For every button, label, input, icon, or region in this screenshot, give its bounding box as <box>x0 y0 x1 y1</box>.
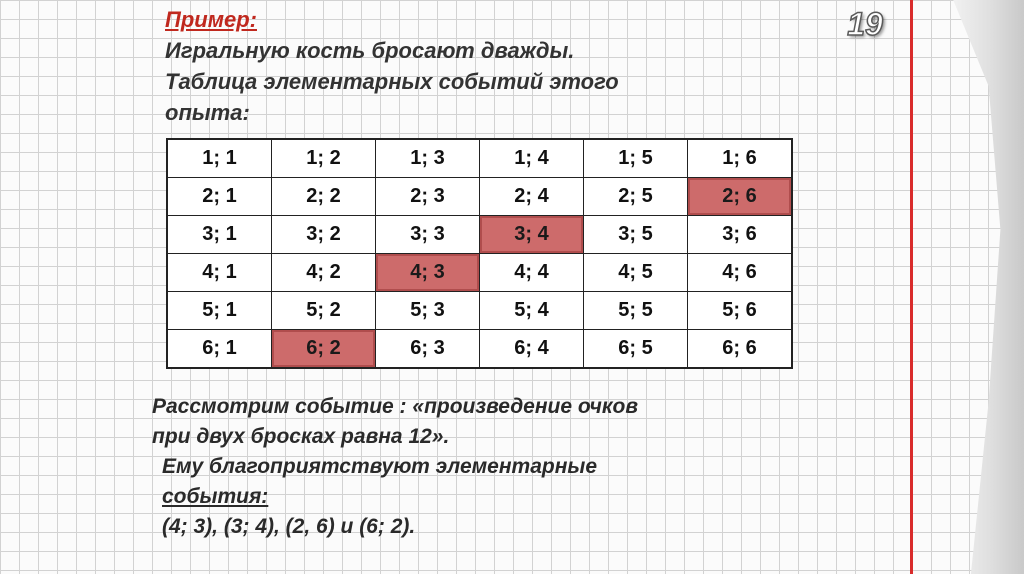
table-cell: 1; 6 <box>688 139 793 178</box>
table-cell: 2; 4 <box>480 178 584 216</box>
table-row <box>167 178 792 216</box>
table-cell: 1; 4 <box>480 139 584 178</box>
table-row <box>167 292 792 330</box>
table-cell: 5; 5 <box>584 292 688 330</box>
table-cell-highlighted: 2; 6 <box>688 178 793 216</box>
table-cell: 1; 5 <box>584 139 688 178</box>
conclusion-text <box>152 392 852 542</box>
intro-line-1: Игральную кость бросают дважды. <box>165 38 575 63</box>
intro-line-2: Таблица элементарных событий этого <box>165 69 619 94</box>
table-cell-highlighted: 6; 2 <box>272 330 376 369</box>
page-curl <box>906 0 1024 574</box>
table-row <box>167 330 792 369</box>
outcomes-table-container <box>166 138 793 369</box>
table-cell: 2; 5 <box>584 178 688 216</box>
conclusion-line-2: при двух бросках равна 12». <box>152 425 450 448</box>
table-cell: 1; 3 <box>376 139 480 178</box>
table-row <box>167 139 792 178</box>
table-cell-highlighted: 3; 4 <box>480 216 584 254</box>
table-cell: 6; 4 <box>480 330 584 369</box>
table-cell: 3; 3 <box>376 216 480 254</box>
table-cell: 5; 4 <box>480 292 584 330</box>
table-cell: 3; 5 <box>584 216 688 254</box>
table-cell: 5; 6 <box>688 292 793 330</box>
table-cell: 1; 1 <box>167 139 272 178</box>
table-cell: 2; 3 <box>376 178 480 216</box>
conclusion-line-5: (4; 3), (3; 4), (2, 6) и (6; 2). <box>162 515 416 538</box>
conclusion-line-4: события: <box>162 485 269 508</box>
table-cell: 4; 2 <box>272 254 376 292</box>
intro-text <box>165 4 805 128</box>
table-cell: 5; 1 <box>167 292 272 330</box>
table-cell: 6; 1 <box>167 330 272 369</box>
table-cell: 2; 2 <box>272 178 376 216</box>
outcomes-table <box>166 138 793 369</box>
table-cell: 3; 2 <box>272 216 376 254</box>
table-row <box>167 216 792 254</box>
table-cell: 3; 1 <box>167 216 272 254</box>
table-cell: 1; 2 <box>272 139 376 178</box>
example-label: Пример: <box>165 7 257 32</box>
table-cell: 6; 6 <box>688 330 793 369</box>
intro-line-3: опыта: <box>165 100 250 125</box>
table-cell: 4; 1 <box>167 254 272 292</box>
table-cell: 4; 4 <box>480 254 584 292</box>
table-cell: 2; 1 <box>167 178 272 216</box>
outcomes-table-body <box>167 139 792 368</box>
table-cell: 4; 5 <box>584 254 688 292</box>
page-number: 19 <box>847 6 883 42</box>
table-cell: 6; 3 <box>376 330 480 369</box>
table-cell: 4; 6 <box>688 254 793 292</box>
table-cell: 6; 5 <box>584 330 688 369</box>
conclusion-line-1: Рассмотрим событие : «произведение очков <box>152 395 639 418</box>
table-cell-highlighted: 4; 3 <box>376 254 480 292</box>
table-cell: 5; 2 <box>272 292 376 330</box>
table-cell: 3; 6 <box>688 216 793 254</box>
margin-line <box>910 0 913 574</box>
table-cell: 5; 3 <box>376 292 480 330</box>
conclusion-line-3: Ему благоприятствуют элементарные <box>162 455 598 478</box>
table-row <box>167 254 792 292</box>
